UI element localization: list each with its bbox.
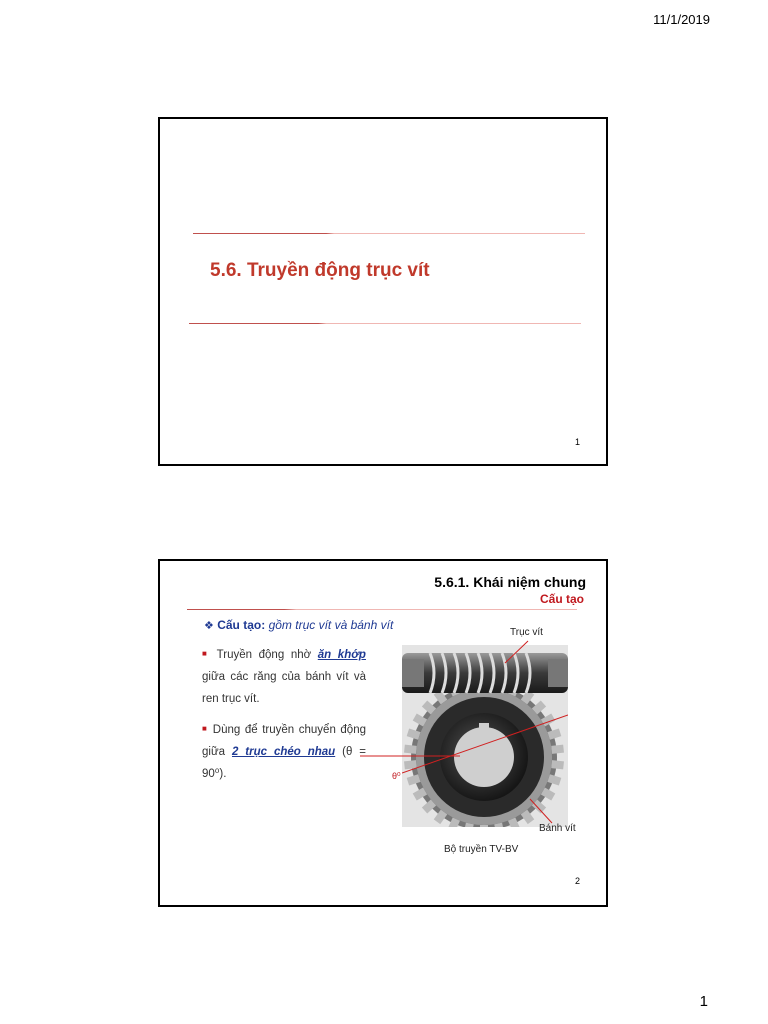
slide-2-subheading: Cấu tạo <box>539 592 584 606</box>
bullet-2-emphasis: 2 trục chéo nhau <box>231 746 336 758</box>
label-leaders <box>160 561 610 909</box>
slide-1-number: 1 <box>574 437 580 447</box>
label-worm: Trục vít <box>510 627 543 638</box>
slide-2-number: 2 <box>574 876 580 886</box>
diamond-bullet-icon: ❖ <box>204 620 214 632</box>
bullet-2-pre: Dùng để truyền chuyển động giữa <box>202 724 366 758</box>
worm-leader-line <box>505 641 528 663</box>
bullet-1-pre: Truyền động nhờ <box>216 649 312 661</box>
page-number: 1 <box>699 993 708 1010</box>
slide-1-title: 5.6. Truyền động trục vít <box>210 260 430 281</box>
slide-1 <box>158 117 608 466</box>
structure-text: gồm trục vít và bánh vít <box>268 618 394 632</box>
title-rule-top <box>193 233 585 234</box>
wheel-leader-line <box>530 799 552 823</box>
structure-label: Cấu tạo: <box>217 618 266 632</box>
square-bullet-icon: ■ <box>202 724 209 733</box>
label-angle: θ⁰ <box>392 771 401 781</box>
figure-caption: Bộ truyền TV-BV <box>444 844 519 855</box>
bullet-1-emphasis: ăn khớp <box>317 649 366 661</box>
slide-2-heading: 5.6.1. Khái niệm chung <box>434 574 586 590</box>
slide-2 <box>158 559 608 907</box>
label-wheel: Bánh vít <box>539 823 576 834</box>
page-date: 11/1/2019 <box>653 12 710 27</box>
bullet-2-post: (θ = 90⁰). <box>202 746 367 780</box>
title-rule-bottom <box>189 323 581 324</box>
square-bullet-icon: ■ <box>202 649 211 658</box>
bullet-1-post: giữa các răng của bánh vít và ren trục vít. <box>202 671 366 705</box>
